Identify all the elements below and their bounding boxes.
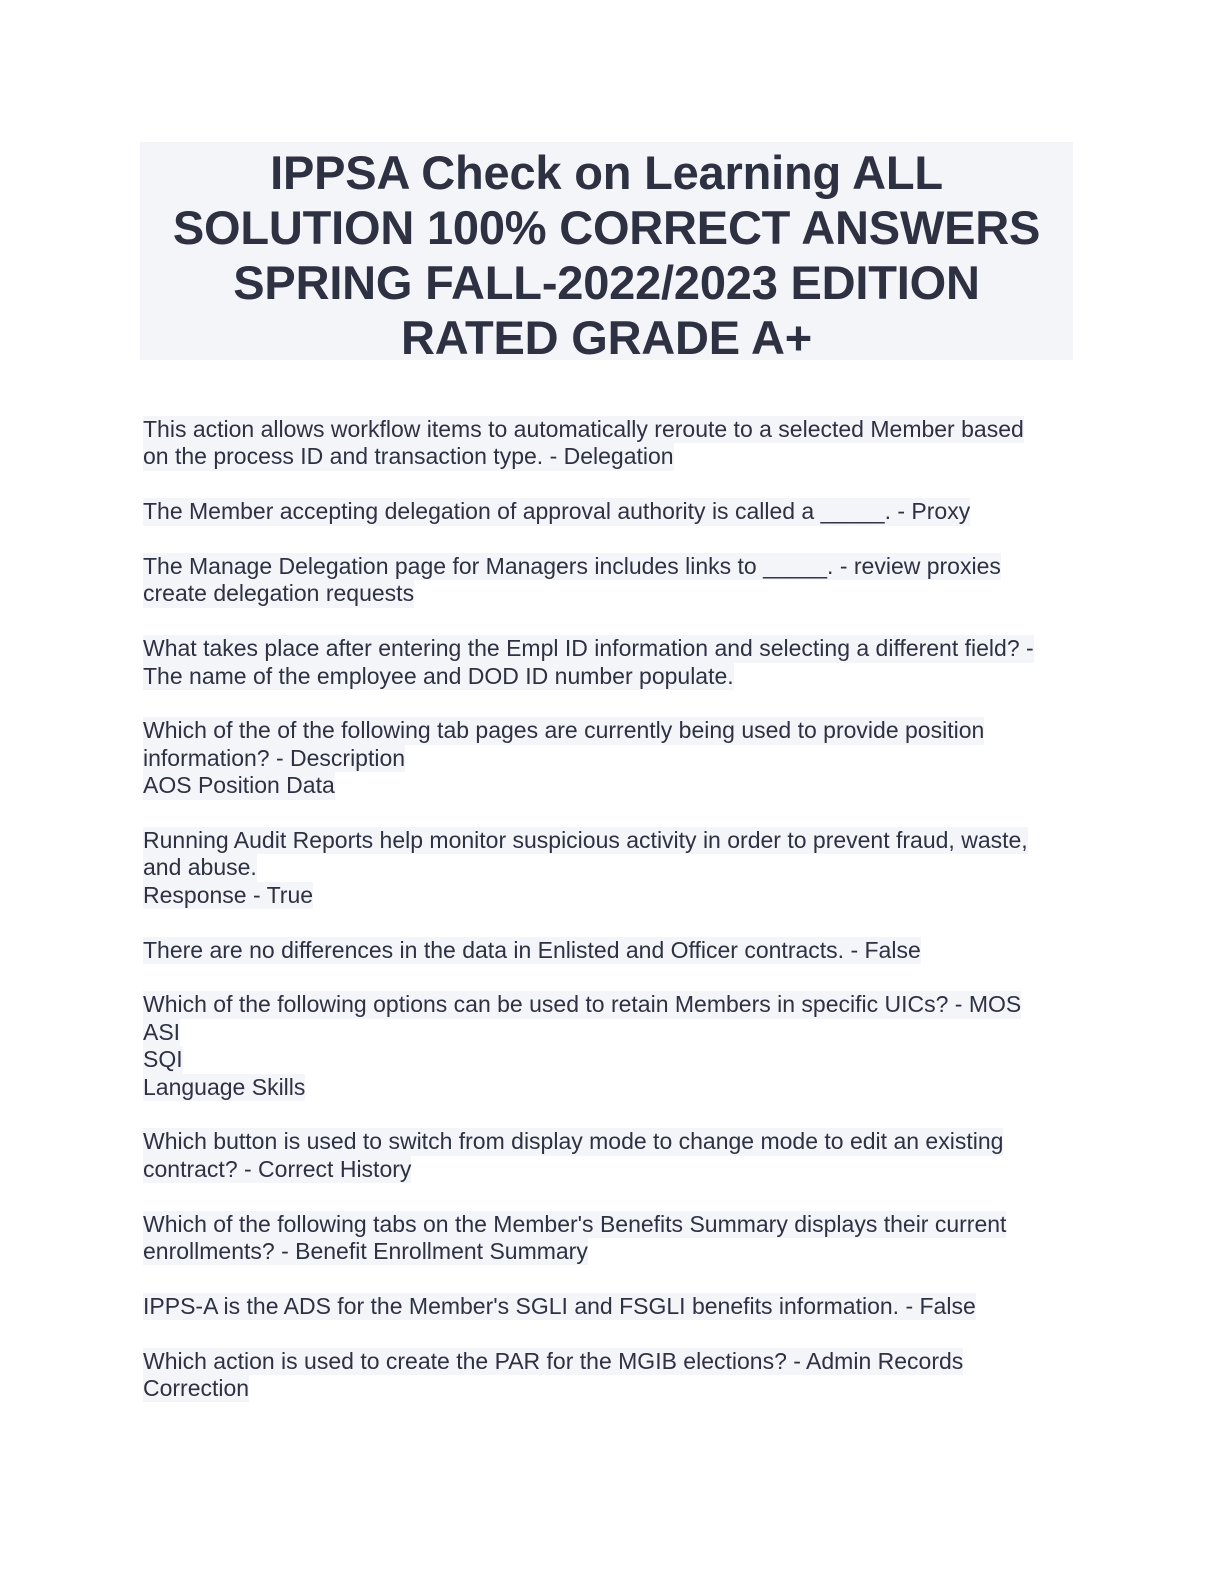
title-line: SOLUTION 100% CORRECT ANSWERS [172, 201, 1041, 254]
qa-line: Which action is used to create the PAR for the MGIB elections? - Admin Records [143, 1347, 964, 1374]
qa-line: contract? - Correct History [143, 1155, 412, 1182]
qa-line: Running Audit Reports help monitor suspicious activity in order to prevent fraud, waste, [143, 827, 1028, 854]
qa-line: information? - Description [143, 744, 406, 771]
title-banner [140, 142, 1073, 364]
qa-line: IPPS-A is the ADS for the Member's SGLI and FSGLI benefits information. - False [143, 1292, 976, 1319]
qa-line: and abuse. [143, 854, 257, 881]
qa-line: Response - True [143, 881, 314, 908]
qa-item [143, 498, 1083, 525]
qa-item [143, 635, 1083, 690]
qa-line: Which of the of the following tab pages are currently being used to provide position [143, 717, 985, 744]
qa-line: Correction [143, 1375, 250, 1402]
question-answer-list [143, 416, 1083, 1430]
qa-line: AOS Position Data [143, 772, 335, 799]
qa-item [143, 1348, 1083, 1403]
qa-line: Which of the following tabs on the Member's Benefits Summary displays their current [143, 1210, 1007, 1237]
qa-line: SQI [143, 1046, 183, 1073]
qa-item [143, 553, 1083, 608]
qa-line: The Manage Delegation page for Managers includes links to _____. - review proxies [143, 553, 1001, 579]
qa-item [143, 717, 1083, 799]
qa-item [143, 1128, 1083, 1183]
qa-item [143, 1211, 1083, 1266]
qa-line: The Member accepting delegation of approval authority is called a _____. - Proxy [143, 498, 971, 525]
qa-line: Which button is used to switch from display mode to change mode to edit an existing [143, 1128, 1004, 1155]
qa-item [143, 827, 1083, 909]
qa-line: Language Skills [143, 1073, 306, 1100]
qa-line: Which of the following options can be used to retain Members in specific UICs? - MOS [143, 991, 1022, 1018]
qa-item [143, 991, 1083, 1101]
title-line: IPPSA Check on Learning ALL [270, 146, 943, 199]
qa-item [143, 937, 1083, 964]
qa-line: create delegation requests [143, 580, 415, 607]
qa-line: What takes place after entering the Empl ID information and selecting a different field? - [143, 635, 1034, 662]
qa-line: There are no differences in the data in Enlisted and Officer contracts. - False [143, 936, 921, 963]
title-line: RATED GRADE A+ [400, 311, 813, 364]
qa-item [143, 416, 1083, 471]
title-line: SPRING FALL-2022/2023 EDITION [233, 256, 980, 309]
document-title [140, 142, 1073, 365]
qa-item [143, 1293, 1083, 1320]
qa-line: enrollments? - Benefit Enrollment Summary [143, 1238, 588, 1265]
qa-line: ASI [143, 1018, 181, 1045]
qa-line: The name of the employee and DOD ID number populate. [143, 662, 734, 689]
qa-line: on the process ID and transaction type. - Delegation [143, 443, 674, 470]
qa-line: This action allows workflow items to automatically reroute to a selected Member based [143, 416, 1024, 442]
